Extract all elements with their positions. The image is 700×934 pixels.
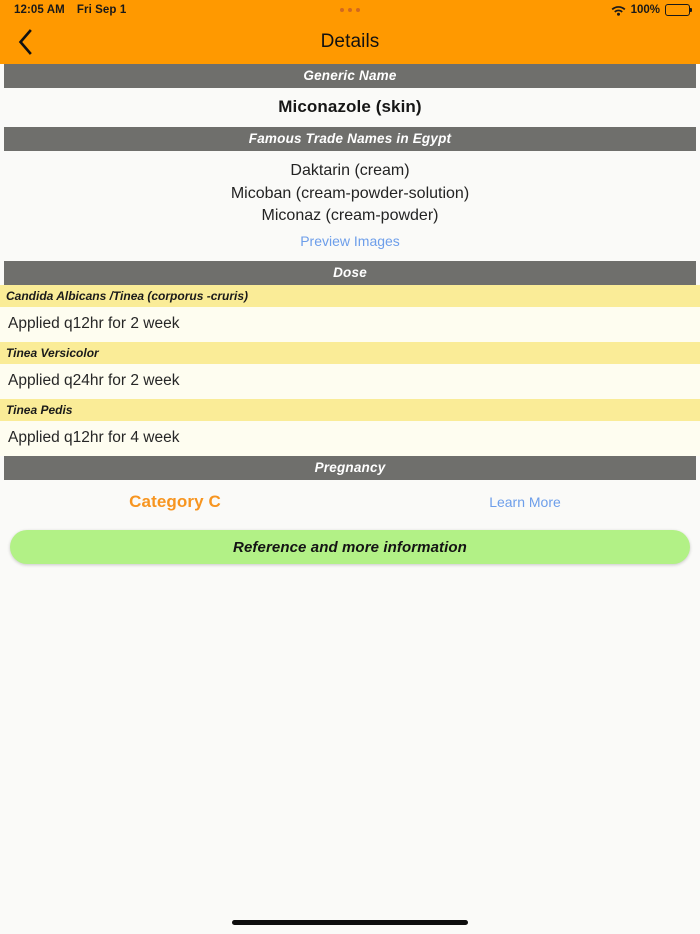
list-item: Daktarin (cream): [290, 162, 410, 179]
trade-names-list: [0, 160, 700, 228]
dose-table: [0, 285, 700, 456]
section-header-trade-names: Famous Trade Names in Egypt: [4, 127, 696, 151]
dot-2: [348, 8, 352, 12]
battery-icon: [665, 4, 690, 16]
home-indicator-wrapper: [0, 920, 700, 925]
dot-3: [356, 8, 360, 12]
pregnancy-category-badge: Category C: [129, 492, 221, 512]
status-bar: [0, 0, 700, 20]
status-date: Fri Sep 1: [76, 4, 127, 16]
status-time: 12:05 AM: [14, 4, 65, 16]
details-content: [0, 64, 700, 934]
section-header-pregnancy: Pregnancy: [4, 456, 696, 480]
dose-condition: Candida Albicans /Tinea (corporus -cruris): [0, 285, 700, 307]
reference-button[interactable]: Reference and more information: [10, 530, 690, 564]
chevron-left-icon: [18, 29, 33, 55]
learn-more-link[interactable]: Learn More: [489, 494, 561, 511]
list-item: Micoban (cream-powder-solution): [230, 184, 470, 202]
dose-value: Applied q12hr for 4 week: [0, 421, 700, 456]
generic-name-value: Miconazole (skin): [278, 97, 422, 116]
section-header-generic-name: Generic Name: [4, 64, 696, 88]
preview-images-link[interactable]: Preview Images: [300, 233, 400, 250]
navigation-bar: [0, 20, 700, 64]
dose-condition: Tinea Versicolor: [0, 342, 700, 364]
section-header-dose: Dose: [4, 261, 696, 285]
dot-1: [340, 8, 344, 12]
back-button[interactable]: [8, 23, 42, 61]
generic-name-block: [0, 88, 700, 127]
wifi-icon: [611, 5, 626, 16]
status-bar-right: [611, 4, 690, 16]
page-title: Details: [320, 31, 380, 52]
trade-names-block: [0, 151, 700, 261]
home-indicator[interactable]: [232, 920, 468, 925]
battery-percent-label: 100%: [630, 4, 660, 16]
dose-condition: Tinea Pedis: [0, 399, 700, 421]
reference-button-wrapper: [0, 525, 700, 564]
dose-value: Applied q12hr for 2 week: [0, 307, 700, 342]
dose-value: Applied q24hr for 2 week: [0, 364, 700, 399]
status-bar-left: [14, 4, 126, 16]
list-item: Miconaz (cream-powder): [261, 207, 439, 225]
pregnancy-row: [0, 480, 700, 525]
